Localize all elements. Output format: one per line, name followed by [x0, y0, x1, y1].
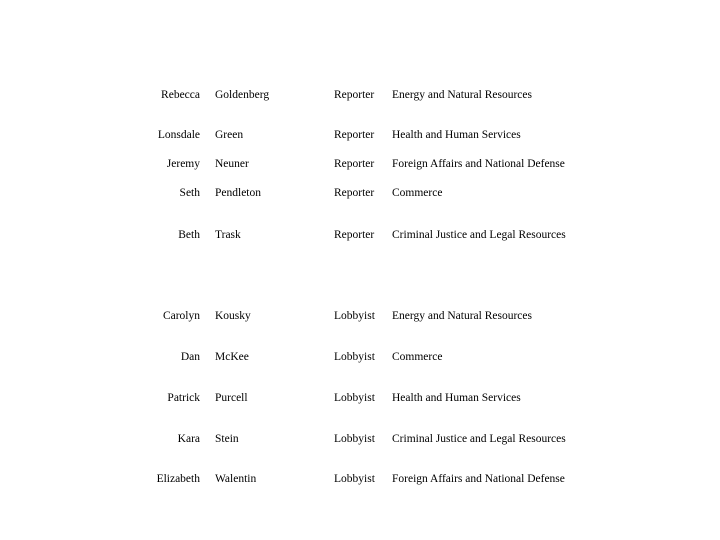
table-row	[0, 185, 720, 201]
first-name: Rebecca	[161, 89, 200, 101]
table-row	[0, 87, 720, 103]
first-name: Seth	[179, 187, 200, 199]
last-name: Pendleton	[215, 187, 261, 199]
role: Reporter	[334, 158, 375, 170]
subject-area: Health and Human Services	[392, 392, 521, 404]
first-name: Jeremy	[166, 158, 200, 170]
last-name: Trask	[215, 229, 241, 241]
subject-area: Commerce	[392, 187, 443, 199]
subject-area: Health and Human Services	[392, 129, 521, 141]
last-name: Green	[215, 129, 244, 141]
role: Lobbyist	[334, 351, 375, 363]
last-name: Neuner	[215, 158, 249, 170]
table-row	[0, 471, 720, 487]
role: Lobbyist	[334, 310, 375, 322]
subject-area: Commerce	[392, 351, 443, 363]
role: Reporter	[334, 129, 375, 141]
last-name: Walentin	[215, 473, 257, 485]
subject-area: Energy and Natural Resources	[392, 310, 532, 322]
table-row	[0, 156, 720, 172]
role: Lobbyist	[334, 473, 375, 485]
subject-area: Energy and Natural Resources	[392, 89, 532, 101]
first-name: Dan	[180, 351, 200, 363]
last-name: Purcell	[215, 392, 248, 404]
last-name: Goldenberg	[215, 89, 270, 101]
role: Lobbyist	[334, 433, 375, 445]
role: Reporter	[334, 187, 375, 199]
last-name: Stein	[215, 433, 239, 445]
first-name: Kara	[177, 433, 200, 445]
subject-area: Foreign Affairs and National Defense	[392, 473, 565, 485]
first-name: Carolyn	[162, 310, 200, 322]
subject-area: Criminal Justice and Legal Resources	[392, 229, 566, 241]
last-name: Kousky	[215, 310, 251, 322]
first-name: Elizabeth	[156, 473, 200, 485]
table-row	[0, 349, 720, 365]
role: Lobbyist	[334, 392, 375, 404]
first-name: Lonsdale	[157, 129, 200, 141]
subject-area: Criminal Justice and Legal Resources	[392, 433, 566, 445]
table-row	[0, 127, 720, 143]
table-row	[0, 227, 720, 243]
last-name: McKee	[215, 351, 249, 363]
first-name: Beth	[178, 229, 200, 241]
subject-area: Foreign Affairs and National Defense	[392, 158, 565, 170]
table-row	[0, 308, 720, 324]
table-row	[0, 390, 720, 406]
first-name: Patrick	[167, 392, 200, 404]
role: Reporter	[334, 229, 375, 241]
role: Reporter	[334, 89, 375, 101]
table-row	[0, 431, 720, 447]
